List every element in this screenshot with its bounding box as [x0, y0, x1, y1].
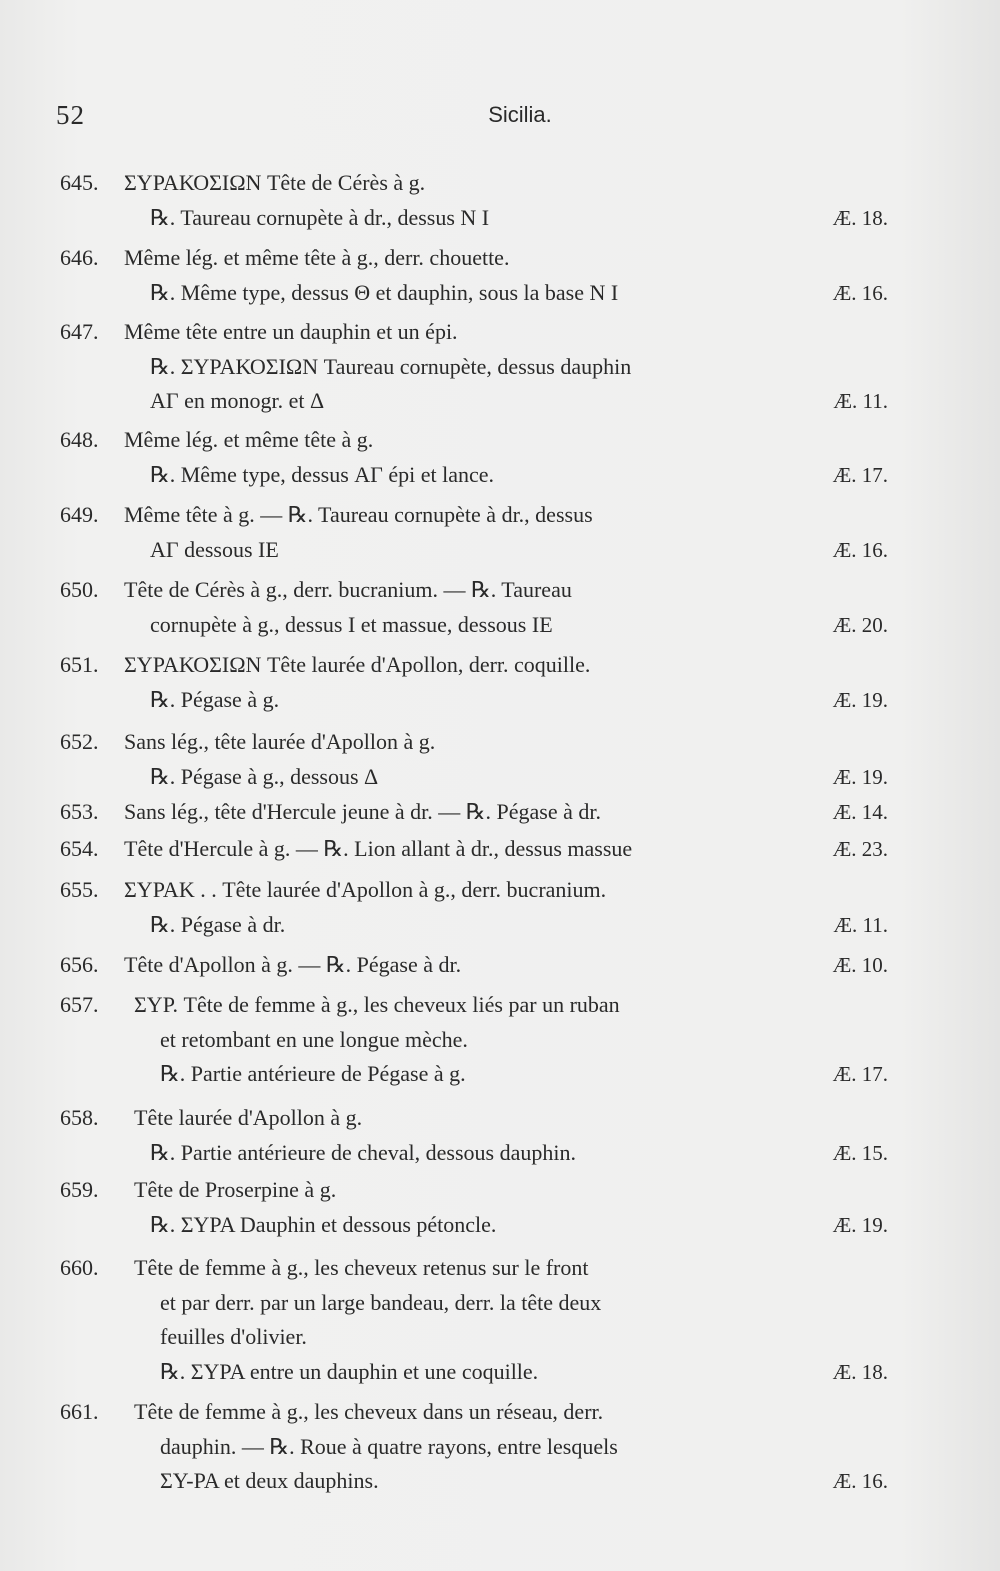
entry-number: 652. — [60, 729, 99, 754]
entry-line: ℞. Même type, dessus ΑΓ épi et lance. — [150, 461, 495, 487]
entry-number: 650. — [60, 577, 99, 602]
entry-line: Même tête entre un dauphin et un épi. — [124, 319, 458, 344]
entry-line: Sans lég., tête d'Hercule jeune à dr. — ℞. Pégase à dr. — [124, 799, 601, 824]
entry-number: 654. — [60, 836, 99, 861]
entry-number: 656. — [60, 952, 99, 977]
entry-number: 648. — [60, 427, 99, 452]
metal-size-value: Æ. 15. — [832, 1140, 888, 1165]
metal-size-value: Æ. 14. — [832, 800, 888, 824]
entry-line: feuilles d'olivier. — [160, 1324, 307, 1349]
entry-line: Même lég. et même tête à g. — [124, 427, 374, 452]
metal-size-value: Æ. 11. — [833, 389, 888, 413]
metal-size-value: Æ. 16. — [832, 280, 888, 305]
entry-number: 649. — [60, 502, 99, 527]
entry-line: Tête d'Hercule à g. — ℞. Lion allant à dr., dessus massue — [124, 836, 633, 861]
entry-line: ℞. ΣΥΡΑ Dauphin et dessous pétoncle. — [150, 1211, 497, 1237]
entry-number: 647. — [60, 319, 99, 344]
page-number: 52 — [56, 100, 85, 130]
entry-line: ΣΥΡΑΚ . . Tête laurée d'Apollon à g., derr. bucranium. — [124, 877, 607, 902]
metal-size-value: Æ. 16. — [832, 537, 888, 562]
metal-size-value: Æ. 19. — [832, 1212, 888, 1237]
entry-line: cornupète à g., dessus Ι et massue, dessous ΙΕ — [150, 611, 553, 637]
entry-number: 659. — [60, 1177, 99, 1202]
entry-line: ℞. ΣΥΡΑ entre un dauphin et une coquille. — [160, 1358, 539, 1384]
entry-line: ℞. Taureau cornupète à dr., dessus N I — [150, 204, 490, 230]
metal-size-value: Æ. 20. — [832, 612, 888, 637]
entry-number: 646. — [60, 245, 99, 270]
entry-number: 651. — [60, 652, 99, 677]
entry-line: ΣΥΡ. Tête de femme à g., les cheveux liés par un ruban — [134, 992, 620, 1017]
entry-line: ΣΥ-ΡΑ et deux dauphins. — [160, 1468, 379, 1493]
entry-line: Même lég. et même tête à g., derr. chouette. — [124, 245, 510, 270]
metal-size-value: Æ. 18. — [832, 1359, 888, 1384]
entry-line: ℞. Pégase à dr. — [150, 911, 286, 937]
metal-size-value: Æ. 23. — [832, 837, 888, 861]
entry-number: 657. — [60, 992, 99, 1017]
entry-line: ΣΥΡΑΚΟΣΙΩΝ Tête de Cérès à g. — [124, 170, 426, 195]
entry-line: Sans lég., tête laurée d'Apollon à g. — [124, 729, 436, 754]
entry-line: Tête de femme à g., les cheveux retenus sur le front — [134, 1255, 589, 1280]
entry-line: ΑΓ en monogr. et Δ — [150, 388, 325, 413]
entry-line: ℞. Même type, dessus Θ et dauphin, sous la base N I — [150, 279, 619, 305]
entry-line: et par derr. par un large bandeau, derr. la tête deux — [160, 1289, 602, 1315]
entry-line: Tête d'Apollon à g. — ℞. Pégase à dr. — [124, 952, 462, 977]
metal-size-value: Æ. 19. — [832, 687, 888, 712]
entry-line: Tête laurée d'Apollon à g. — [134, 1105, 363, 1130]
entry-number: 655. — [60, 877, 99, 902]
metal-size-value: Æ. 18. — [832, 205, 888, 230]
metal-size-value: Æ. 10. — [832, 953, 888, 977]
entry-number: 661. — [60, 1399, 99, 1424]
metal-size-value: Æ. 19. — [832, 764, 888, 789]
metal-size-value: Æ. 17. — [832, 462, 888, 487]
entry-number: 645. — [60, 170, 99, 195]
entry-line: ℞. Pégase à g. — [150, 686, 280, 712]
entry-line: ΣΥΡΑΚΟΣΙΩΝ Tête laurée d'Apollon, derr. coquille. — [124, 652, 591, 677]
entry-line: Tête de Cérès à g., derr. bucranium. — ℞. Taureau — [124, 577, 572, 602]
entry-line: dauphin. — ℞. Roue à quatre rayons, entre lesquels — [160, 1433, 618, 1459]
entry-number: 660. — [60, 1255, 99, 1280]
entry-line: ℞. Pégase à g., dessous Δ — [150, 763, 379, 789]
entry-line: ℞. Partie antérieure de Pégase à g. — [160, 1061, 466, 1086]
entry-number: 658. — [60, 1105, 99, 1130]
entry-line: ℞. ΣΥΡΑΚΟΣΙΩΝ Taureau cornupète, dessus dauphin — [150, 353, 632, 379]
entry-line: Même tête à g. — ℞. Taureau cornupète à dr., dessus — [124, 502, 593, 527]
metal-size-value: Æ. 17. — [832, 1062, 888, 1086]
entry-number: 653. — [60, 799, 99, 824]
entry-line: et retombant en une longue mèche. — [160, 1026, 468, 1052]
entry-line: ℞. Partie antérieure de cheval, dessous dauphin. — [150, 1139, 576, 1165]
metal-size-value: Æ. 11. — [833, 912, 888, 937]
running-head: Sicilia. — [488, 102, 552, 127]
entry-line: ΑΓ dessous ΙΕ — [150, 536, 279, 562]
entry-line: Tête de femme à g., les cheveux dans un réseau, derr. — [134, 1399, 604, 1424]
metal-size-value: Æ. 16. — [832, 1469, 888, 1493]
entry-line: Tête de Proserpine à g. — [134, 1177, 337, 1202]
